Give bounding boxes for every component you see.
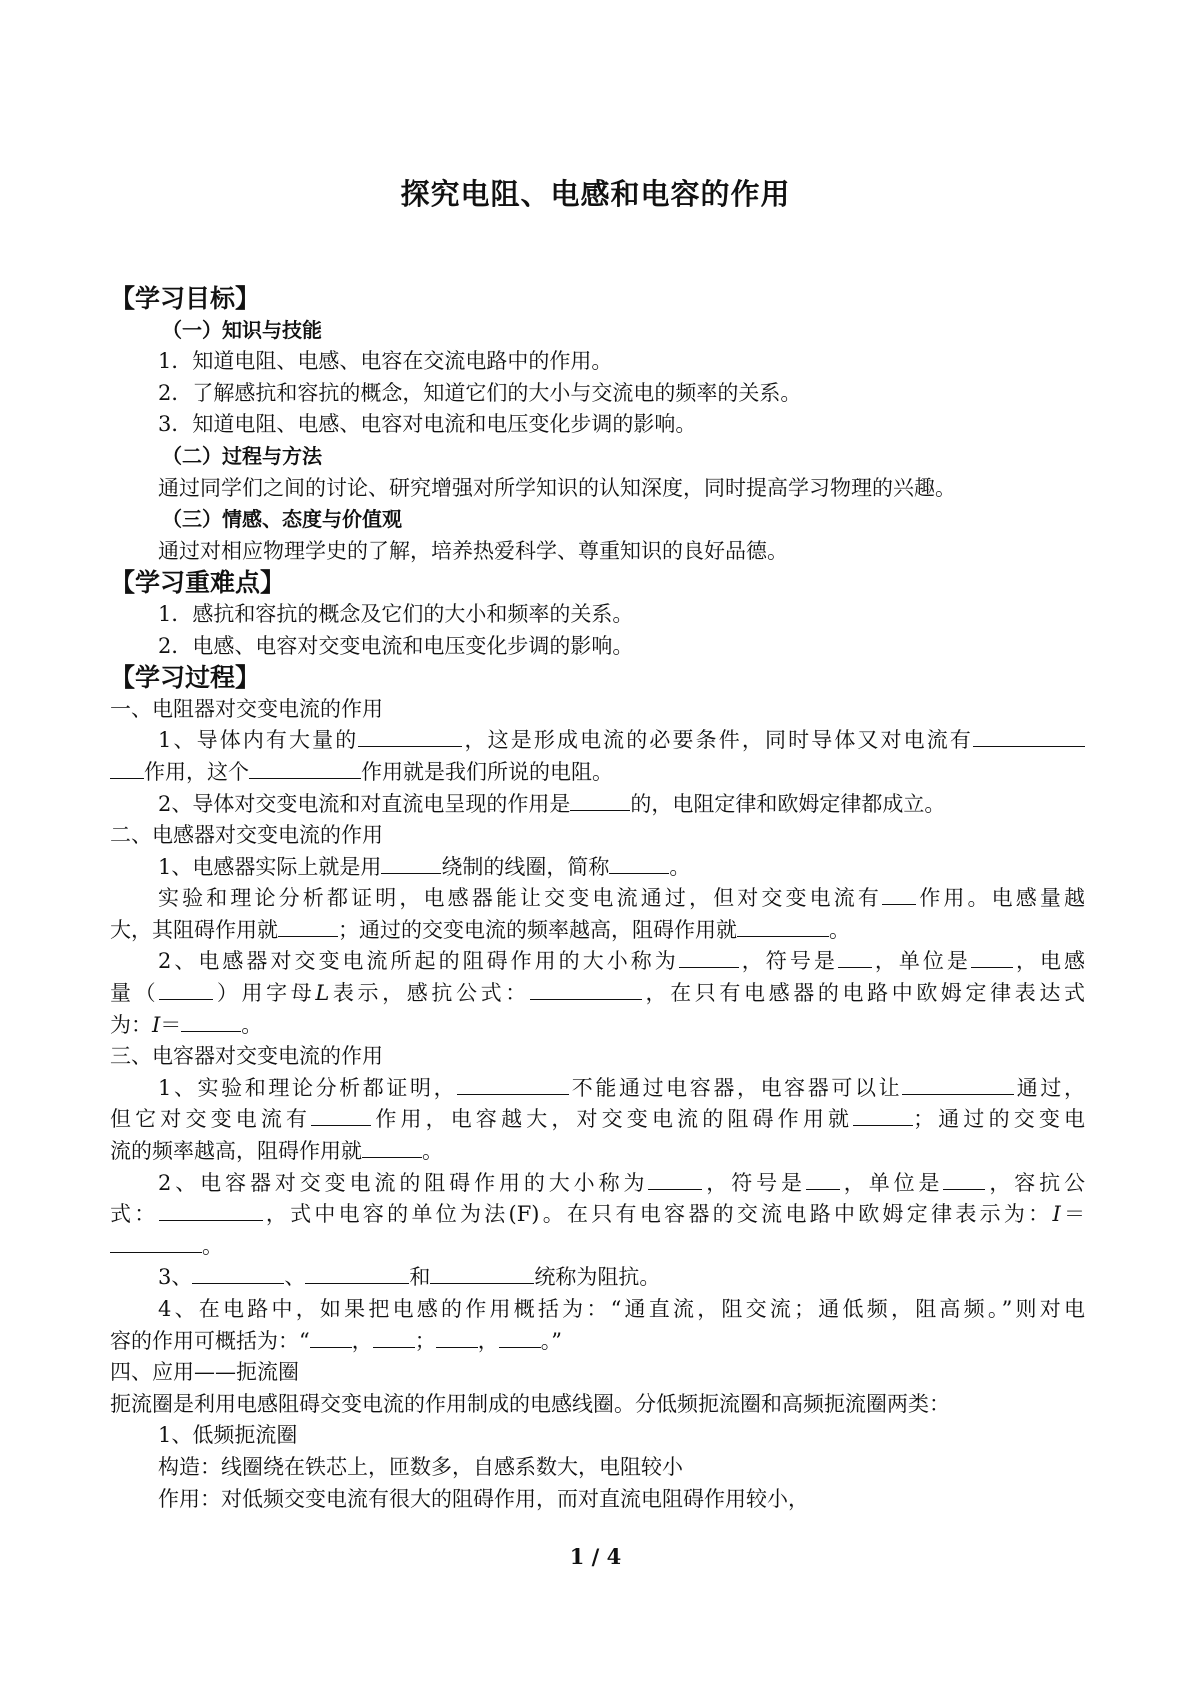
fill-blank[interactable] [679,947,739,968]
s4-function: 作用：对低频交变电流有很大的阻碍作用，而对直流电阻碍作用较小， [158,1486,809,1511]
s4-subheading: 1、低频扼流圈 [158,1423,298,1448]
fill-blank[interactable] [648,1169,702,1190]
s2-line-1: 1、电感器实际上就是用 绕制的线圈，简称 。 [158,854,691,879]
document-body [110,283,1085,1515]
s2-line-4: 2、电感器对交变电流所起的阻碍作用的大小称为 ，符号是 ，单位是 ，电感 [158,949,1086,974]
fill-blank[interactable] [159,979,213,1000]
s1-line-2: 作用，这个 作用就是我们所说的电阻。 [110,757,1085,789]
fill-blank[interactable] [181,1011,241,1032]
knowledge-heading: （一）知识与技能 [162,317,322,342]
fill-blank[interactable] [499,1327,541,1348]
fill-blank[interactable] [305,1263,409,1284]
fill-blank[interactable] [373,1327,415,1348]
fill-blank[interactable] [457,1074,569,1095]
fill-blank[interactable] [311,1105,371,1126]
s2-line-3: 大，其阻碍作用就 ；通过的交变电流的频率越高，阻碍作用就 。 [110,917,850,942]
keypoints-heading: 【学习重难点】 [110,568,286,598]
fill-blank[interactable] [192,1263,284,1284]
section-4-title: 四、应用——扼流圈 [110,1360,299,1385]
s3-line-9: 容的作用可概括为：“ ， ； ， 。” [110,1328,562,1353]
fill-blank[interactable] [159,1200,263,1221]
s3-line-2: 但它对交变电流有 作用，电容越大，对交变电流的阻碍作用就 ；通过的交变电 [110,1107,1086,1132]
s1-line-3: 2、导体对交变电流和对直流电呈现的作用是 的，电阻定律和欧姆定律都成立。 [158,791,946,816]
process-text: 通过同学们之间的讨论、研究增强对所学知识的认知深度，同时提高学习物理的兴趣。 [158,475,956,500]
s3-line-8: 4、在电路中，如果把电感的作用概括为：“通直流，阻交流；通低频，阻高频。”则对电 [158,1297,1085,1321]
document-title: 探究电阻、电感和电容的作用 [400,177,791,211]
process-section-heading: 【学习过程】 [110,663,261,693]
s2-line-2: 实验和理论分析都证明，电感器能让交变电流通过，但对交变电流有 作用。电感量越 [158,886,1086,911]
fill-blank[interactable] [853,1105,913,1126]
fill-blank[interactable] [902,1074,1014,1095]
fill-blank[interactable] [110,758,144,779]
fill-blank[interactable] [570,790,630,811]
s4-structure: 构造：线圈绕在铁芯上，匝数多，自感系数大，电阻较小 [158,1454,683,1479]
knowledge-item: 2．了解感抗和容抗的概念，知道它们的大小与交流电的频率的关系。 [158,380,802,405]
page-number: 1 / 4 [569,1544,622,1569]
fill-blank[interactable] [530,979,642,1000]
fill-blank[interactable] [110,1232,202,1253]
keypoint-item: 2．电感、电容对交变电流和电压变化步调的影响。 [158,633,634,658]
s3-line-1: 1、实验和理论分析都证明， 不能通过电容器，电容器可以让 通过， [158,1075,1085,1100]
fill-blank[interactable] [430,1263,534,1284]
s3-line-5: 式： ，式中电容的单位为法(F)。在只有电容器的交流电路中欧姆定律表示为：I＝ [110,1202,1086,1227]
s3-line-6: 。 [110,1231,1085,1263]
fill-blank[interactable] [362,1137,422,1158]
fill-blank[interactable] [358,726,462,747]
fill-blank[interactable] [973,726,1085,747]
section-2-title: 二、电感器对交变电流的作用 [110,823,383,848]
fill-blank[interactable] [381,853,441,874]
s4-intro: 扼流圈是利用电感阻碍交变电流的作用制成的电感线圈。分低频扼流圈和高频扼流圈两类： [110,1391,950,1416]
fill-blank[interactable] [278,916,338,937]
s2-line-6: 为：I＝ 。 [110,1012,263,1037]
keypoint-item: 1．感抗和容抗的概念及它们的大小和频率的关系。 [158,601,634,626]
fill-blank[interactable] [971,947,1013,968]
section-1-title: 一、电阻器对交变电流的作用 [110,696,383,721]
fill-blank[interactable] [249,758,361,779]
fill-blank[interactable] [310,1327,352,1348]
s3-line-3: 流的频率越高，阻碍作用就 。 [110,1139,443,1164]
process-heading: （二）过程与方法 [162,443,322,468]
fill-blank[interactable] [838,947,872,968]
fill-blank[interactable] [436,1327,478,1348]
s2-line-5: 量（ ）用字母L表示，感抗公式： ，在只有电感器的电路中欧姆定律表达式 [110,981,1086,1006]
section-3-title: 三、电容器对交变电流的作用 [110,1044,383,1069]
knowledge-item: 1．知道电阻、电感、电容在交流电路中的作用。 [158,349,613,374]
fill-blank[interactable] [882,884,916,905]
fill-blank[interactable] [943,1169,985,1190]
fill-blank[interactable] [737,916,829,937]
objectives-heading: 【学习目标】 [110,284,261,313]
s3-line-4: 2、电容器对交变电流的阻碍作用的大小称为 ，符号是 ，单位是 ，容抗公 [158,1170,1086,1195]
s1-line-1: 1、导体内有大量的 ，这是形成电流的必要条件，同时导体又对电流有 [110,725,1085,757]
fill-blank[interactable] [806,1169,840,1190]
s3-line-7: 3、 、 和 统称为阻抗。 [158,1265,661,1290]
knowledge-item: 3．知道电阻、电感、电容对电流和电压变化步调的影响。 [158,412,697,437]
fill-blank[interactable] [609,853,669,874]
attitude-heading: （三）情感、态度与价值观 [162,507,402,532]
attitude-text: 通过对相应物理学史的了解，培养热爱科学、尊重知识的良好品德。 [158,538,788,563]
